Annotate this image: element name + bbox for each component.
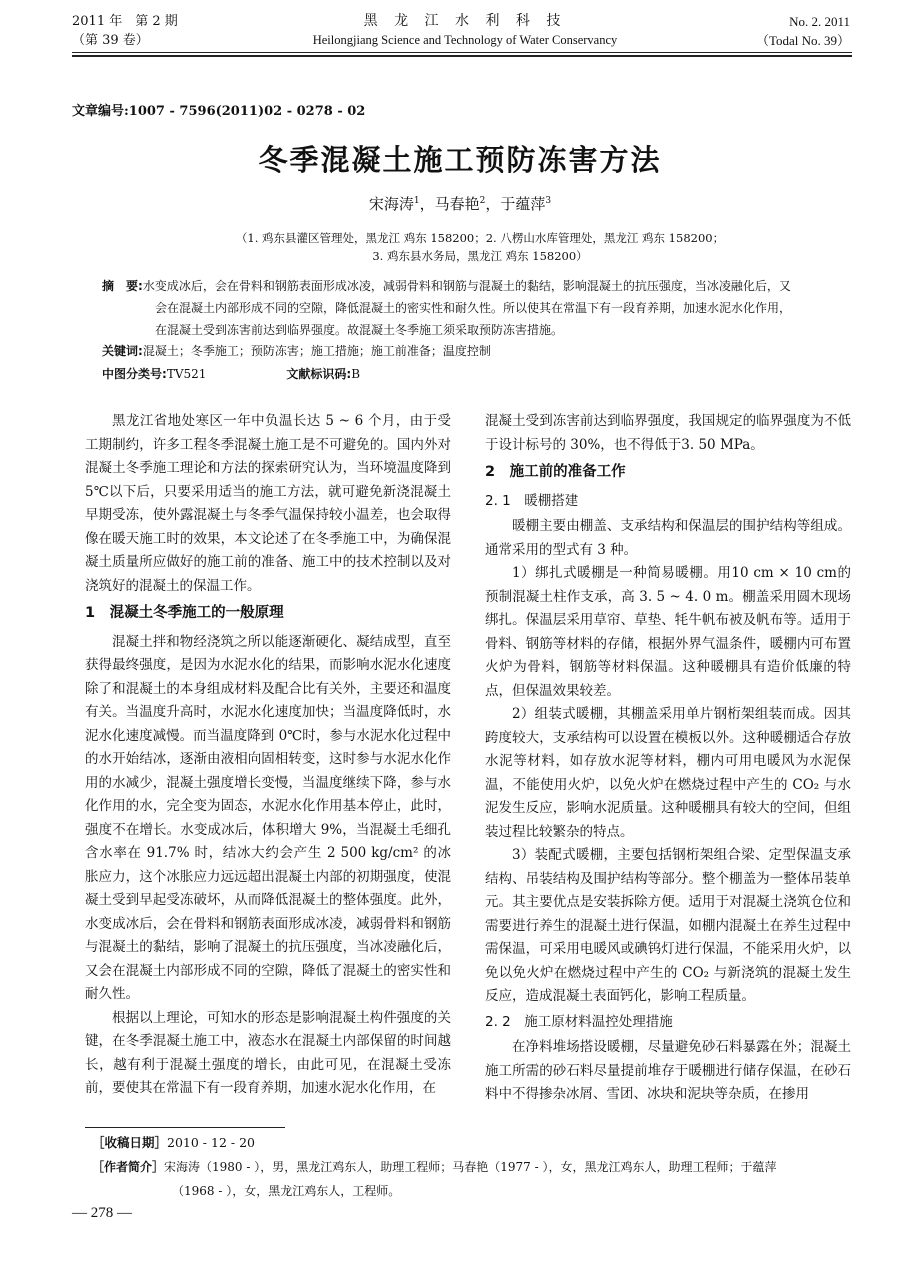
paper-title: 冬季混凝土施工预防冻害方法 [258, 143, 662, 177]
header-no: No. 2. 2011 [789, 14, 850, 29]
received-value: 2010 - 12 - 20 [167, 1135, 255, 1150]
author-2-sup: 2 [479, 196, 486, 206]
journal-name-en: Heilongjiang Science and Technology of Water Conservancy [312, 33, 618, 47]
affiliations [200, 229, 760, 265]
page-number: — 278 — [72, 1205, 132, 1221]
paragraph: 暖棚主要由棚盖、支承结构和保温层的围护结构等组成。通常采用的型式有 3 种。 [485, 518, 851, 558]
author-line [0, 193, 920, 214]
received-label: ［收稿日期］ [92, 1135, 168, 1150]
right-column [485, 410, 851, 1107]
left-column [85, 410, 451, 1101]
abstract-line-1: 水变成冰后，会在骨料和钢筋表面形成冰凌，减弱骨料和钢筋与混凝土的黏结，影响混凝土的抗压强度，当冰凌融化后，又 [142, 279, 791, 293]
paragraph: 在净料堆场搭设暖棚，尽量避免砂石料暴露在外；混凝土施工所需的砂石料尽量提前堆存于暖棚进行储存保温，在砂石料中不得掺杂冰屑、雪团、冰块和泥块等杂质，在掺用 [485, 1039, 851, 1102]
paragraph: 混凝土拌和物经浇筑之所以能逐渐硬化、凝结成型，直至获得最终强度，是因为水泥水化的结果，而影响水泥水化速度除了和混凝土的本身组成材料及配合比有关外，主要还和温度有关。当温度升高时，水泥水化速度加快；当温度降低时，水泥水化速度减慢。而当温度降到 0℃时，参与水泥水化过程中的水开始结冰，逐渐由液相向固相转变，这时参与水泥水化作用的水减少，混凝土强度增长变慢，当温度继续下降，参与水化作用的水，完全变为固态，水泥水化作用基本停止，此时，强度不在增长。水变成冰后，体积增大 9%，当混凝土毛细孔含水率在 91.7% 时，结冰大约会产生 2 500 kg/cm² 的冰胀应力，这个冰胀应力远远超出混凝土内部的初期强度，使混凝土受到早起受冻破坏，从而降低混凝土的整体强度。此外，水变成冰后，会在骨料和钢筋表面形成冰凌，减弱骨料和钢筋与混凝土的黏结，影响了混凝土的抗压强度，当冰凌融化后，又会在混凝土内部形成不同的空隙，降低了混凝土的密实性和耐久性。 [85, 633, 451, 1002]
paragraph: 黑龙江省地处寒区一年中负温长达 5 ~ 6 个月，由于受工期制约，许多工程冬季混凝土施工是不可避免的。国内外对混凝土冬季施工理论和方法的探索研究认为，当环境温度降到 5℃以下后，只要采用适当的施工方法，就可避免新浇混凝土早期受冻，使外露混凝土与冬季气温保持较小温差，也会取得像在暖天施工时的效果，本文论述了在冬季施工中，为确保混凝土质量所应做好的施工前的准备、施工中的技术控制以及对浇筑好的混凝土的保温工作。 [85, 413, 451, 594]
header-year-issue: 2011 年 第 2 期 [72, 14, 178, 29]
bio-label: ［作者简介］ [92, 1160, 165, 1174]
journal-name-cn: 黑 龙 江 水 利 科 技 [363, 13, 567, 29]
header-volume: （第 39 卷） [72, 33, 149, 48]
abstract [102, 275, 862, 341]
section-heading-2: 2 施工前的准备工作 [485, 464, 626, 480]
abstract-line-2: 会在混凝土内部形成不同的空隙，降低混凝土的密实性和耐久性。所以使其在常温下有一段育养期，加速水泥水化作用， [155, 301, 792, 315]
paragraph: 1）绑扎式暖棚是一种简易暖棚。用10 cm × 10 cm的预制混凝土柱作支承，高 3. 5 ~ 4. 0 m。棚盖采用圆木现场绑扎。保温层采用草帘、草垫、牦牛帆布被及帆布等。适用于骨料、钢筋等材料的存储，根据外界气温条件，暖棚内可布置火炉为骨料，钢筋等材料保温。这种暖棚具有造价低廉的特点，但保温效果较差。 [485, 565, 851, 699]
author-sep: ， [419, 195, 435, 213]
author-2: 马春艳 [434, 195, 480, 213]
doc-code: B [351, 367, 361, 381]
paragraph: 混凝土受到冻害前达到临界强度，我国规定的临界强度为不低于设计标号的 30%，也不得低于3. 50 MPa。 [485, 413, 851, 453]
subsection-heading-2-1: 2. 1 暖棚搭建 [485, 492, 579, 509]
subsection-heading-2-2: 2. 2 施工原材料温控处理措施 [485, 1013, 673, 1030]
keywords-text: 混凝土；冬季施工；预防冻害；施工措施；施工前准备；温度控制 [142, 344, 491, 358]
author-3: 于蕴萍 [500, 195, 546, 213]
header-rule-thick [72, 55, 852, 57]
clc-code: TV521 [166, 367, 207, 381]
classification [102, 365, 862, 382]
author-1-sup: 1 [413, 196, 420, 206]
keywords-label: 关键词: [102, 344, 143, 358]
article-number: 文章编号:1007 - 7596(2011)02 - 0278 - 02 [72, 104, 366, 119]
section-heading-1: 1 混凝土冬季施工的一般原理 [85, 605, 284, 621]
received-date [92, 1131, 255, 1155]
header-total-no: （Todal No. 39） [755, 33, 850, 48]
affiliation-line-1: （1. 鸡东县灌区管理处，黑龙江 鸡东 158200；2. 八楞山水库管理处，黑龙江 鸡东 158200； [235, 231, 725, 245]
paragraph: 2）组装式暖棚，其棚盖采用单片钢桁架组装而成。因其跨度较大，支承结构可以设置在模板以外。这种暖棚适合存放水泥等材料，如存放水泥等材料，棚内可用电暖风为水泥保温，不能使用火炉，以免火炉在燃烧过程中产生的 CO₂ 与水泥发生反应，影响水泥质量。这种暖棚具有较大的空间，但组装过程比较繁杂的特点。 [485, 706, 851, 840]
doc-code-label: 文献标识码: [286, 367, 352, 381]
bio-line-2: （1968 - ），女，黑龙江鸡东人，工程师。 [172, 1184, 401, 1198]
author-3-sup: 3 [545, 196, 552, 206]
header-journal [240, 12, 690, 50]
author-sep: ， [485, 195, 501, 213]
bio-line-1: 宋海涛（1980 - ），男，黑龙江鸡东人，助理工程师；马春艳（1977 - ），女，黑龙江鸡东人，助理工程师；于蕴萍 [164, 1160, 777, 1174]
abstract-label: 摘 要: [102, 279, 143, 293]
author-bio [92, 1155, 872, 1203]
header-number [720, 12, 850, 50]
clc-label: 中图分类号: [102, 367, 167, 381]
header-issue [72, 12, 222, 50]
keywords [102, 342, 862, 359]
header-rule-thin [72, 52, 852, 53]
paragraph: 根据以上理论，可知水的形态是影响混凝土构件强度的关键，在冬季混凝土施工中，液态水在混凝土内部保留的时间越长，越有利于混凝土强度的增长，由此可见，在混凝土受冻前，要使其在常温下有一段育养期，加速水泥水化作用，在 [85, 1009, 451, 1096]
paragraph: 3）装配式暖棚，主要包括钢桁架组合梁、定型保温支承结构、吊装结构及围护结构等部分。整个棚盖为一整体吊装单元。其主要优点是安装拆除方便。适用于对混凝土浇筑仓位和需要进行养生的混凝土进行保温，如棚内混凝土在养生过程中需保温，可采用电暖风或碘钨灯进行保温，不能采用火炉，以免以免火炉在燃烧过程中产生的 CO₂ 与新浇筑的混凝土发生反应，造成混凝土表面钙化，影响工程质量。 [485, 847, 851, 1004]
footnote-rule [85, 1127, 285, 1128]
author-1: 宋海涛 [368, 195, 414, 213]
abstract-line-3: 在混凝土受到冻害前达到临界强度。故混凝土冬季施工须采取预防冻害措施。 [155, 323, 564, 337]
affiliation-line-2: 3. 鸡东县水务局，黑龙江 鸡东 158200） [372, 249, 588, 263]
